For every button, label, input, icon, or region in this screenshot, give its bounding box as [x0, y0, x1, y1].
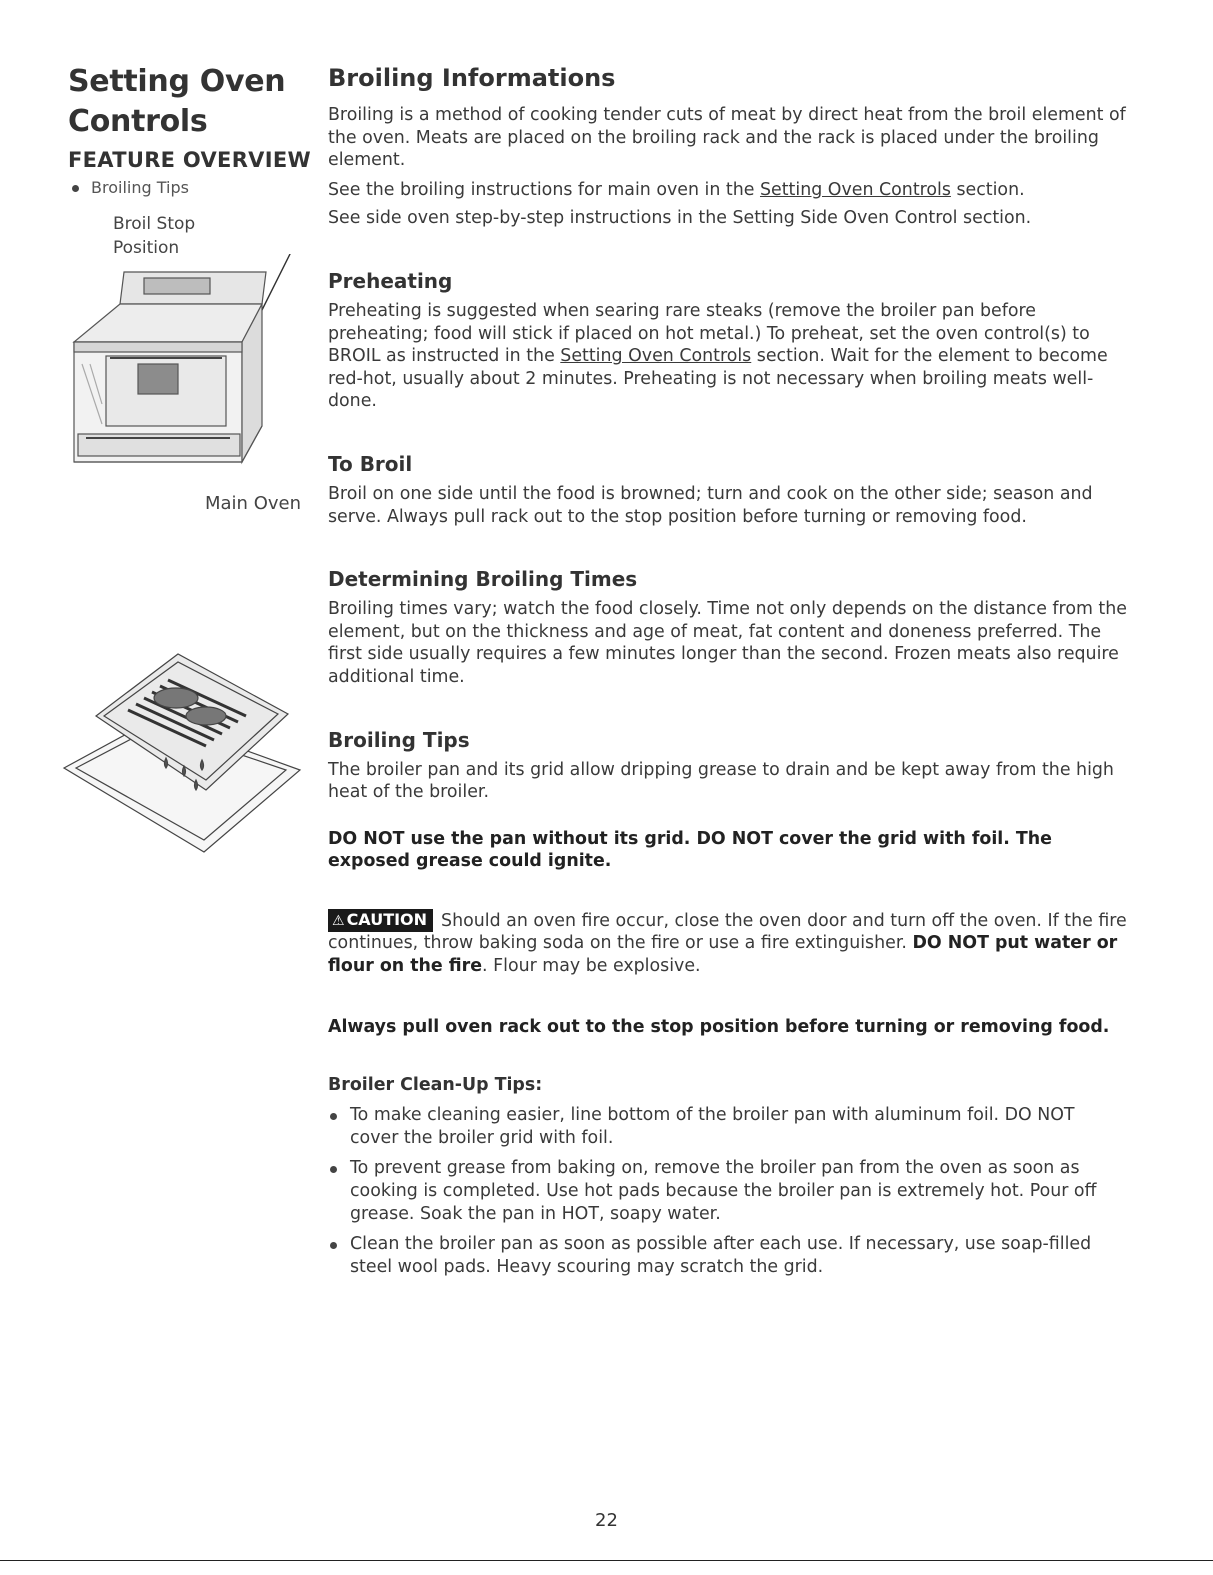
caution-text-suffix: . Flour may be explosive.	[482, 956, 701, 977]
caution-paragraph	[328, 909, 1128, 978]
cleanup-list	[328, 1104, 1128, 1278]
broiling-tips-heading: Broiling Tips	[328, 727, 470, 752]
broiler-pan-illustration	[56, 650, 306, 862]
broiling-tips-paragraph: The broiler pan and its grid allow dripping grease to drain and be kept away from the high heat of the broiler.	[328, 759, 1114, 803]
broil-stop-label-line1: Broil Stop	[113, 214, 196, 234]
list-item: To make cleaning easier, line bottom of the broiler pan with aluminum foil. DO NOT cover the broiler grid with foil.	[328, 1104, 1128, 1149]
always-pull-rack-warning: Always pull oven rack out to the stop position before turning or removing food.	[328, 1016, 1110, 1037]
warning-triangle-icon: ⚠	[332, 912, 345, 929]
page-title: Broiling Informations	[328, 64, 616, 92]
main-content	[328, 62, 1128, 1286]
caution-bold-text: DO NOT put water or flour on the fire	[328, 933, 1118, 977]
caution-badge-label: CAUTION	[346, 909, 428, 929]
setting-oven-controls-link[interactable]: Setting Oven Controls	[759, 179, 951, 200]
preheating-setting-link[interactable]: Setting Oven Controls	[560, 346, 752, 367]
sidebar	[68, 62, 313, 197]
to-broil-heading: To Broil	[328, 451, 413, 476]
broiling-times-paragraph: Broiling times vary; watch the food closely. Time not only depends on the distance from the element, but on the thickness and age of meat, fat content and doneness preferred. The first side usually requires a few minutes longer than the second. Frozen meats also require additional time.	[328, 599, 1127, 687]
broil-stop-label	[113, 212, 195, 260]
bottom-divider	[0, 1560, 1213, 1561]
broil-stop-label-line2: Position	[113, 238, 180, 258]
feature-overview-heading: FEATURE OVERVIEW	[68, 148, 311, 172]
intro-paragraph: Broiling is a method of cooking tender cuts of meat by direct heat from the broil element of the oven. Meats are placed on the broiling rack and the rack is placed under the broiling element.	[328, 105, 1126, 171]
preheating-heading: Preheating	[328, 268, 453, 293]
page-number: 22	[595, 1510, 618, 1531]
caution-text: Should an oven fire occur, close the oven door and turn off the oven. If the fire continues, throw baking soda on the fire or use a fire extinguisher.	[328, 910, 1127, 954]
see-side-oven-paragraph: See side oven step-by-step instructions in the Setting Side Oven Control section.	[328, 208, 1032, 229]
preheating-paragraph	[328, 300, 1128, 413]
preheating-text: Preheating is suggested when searing rare steaks (remove the broiler pan before preheating; food will stick if placed on hot metal.) To preheat, set the oven control(s) to BROIL as instructed in the	[328, 300, 1090, 367]
oven-range-icon	[74, 254, 296, 462]
oven-illustration	[62, 254, 302, 494]
section-title: Setting Oven Controls	[68, 64, 286, 139]
feature-list-item-label: Broiling Tips	[91, 178, 189, 197]
bullet-icon	[72, 185, 79, 192]
oven-figure-caption: Main Oven	[205, 493, 301, 514]
see-main-oven-suffix: section.	[950, 179, 1025, 200]
caution-badge	[328, 909, 433, 932]
grid-warning: DO NOT use the pan without its grid. DO NOT cover the grid with foil. The exposed grease could ignite.	[328, 828, 1052, 872]
list-item: To prevent grease from baking on, remove the broiler pan from the oven as soon as cooking is completed. Use hot pads because the broiler pan is extremely hot. Pour off grease. Soak the pan in HOT, soapy water.	[328, 1157, 1128, 1225]
preheating-text-suffix: section. Wait for the element to become red-hot, usually about 2 minutes. Preheating is not necessary when broiling meats well-done.	[328, 346, 1108, 412]
see-main-oven-text: See the broiling instructions for main oven in the	[328, 179, 760, 200]
cleanup-heading: Broiler Clean-Up Tips:	[328, 1075, 543, 1096]
list-item: Clean the broiler pan as soon as possible after each use. If necessary, use soap-filled steel wool pads. Heavy scouring may scratch the grid.	[328, 1233, 1128, 1278]
broiling-times-heading: Determining Broiling Times	[328, 567, 638, 592]
broiler-pan-icon	[64, 654, 300, 852]
see-main-oven-paragraph	[328, 179, 1128, 202]
to-broil-paragraph: Broil on one side until the food is browned; turn and cook on the other side; season and serve. Always pull rack out to the stop position before turning or removing food.	[328, 483, 1093, 527]
feature-list-item	[72, 178, 313, 197]
